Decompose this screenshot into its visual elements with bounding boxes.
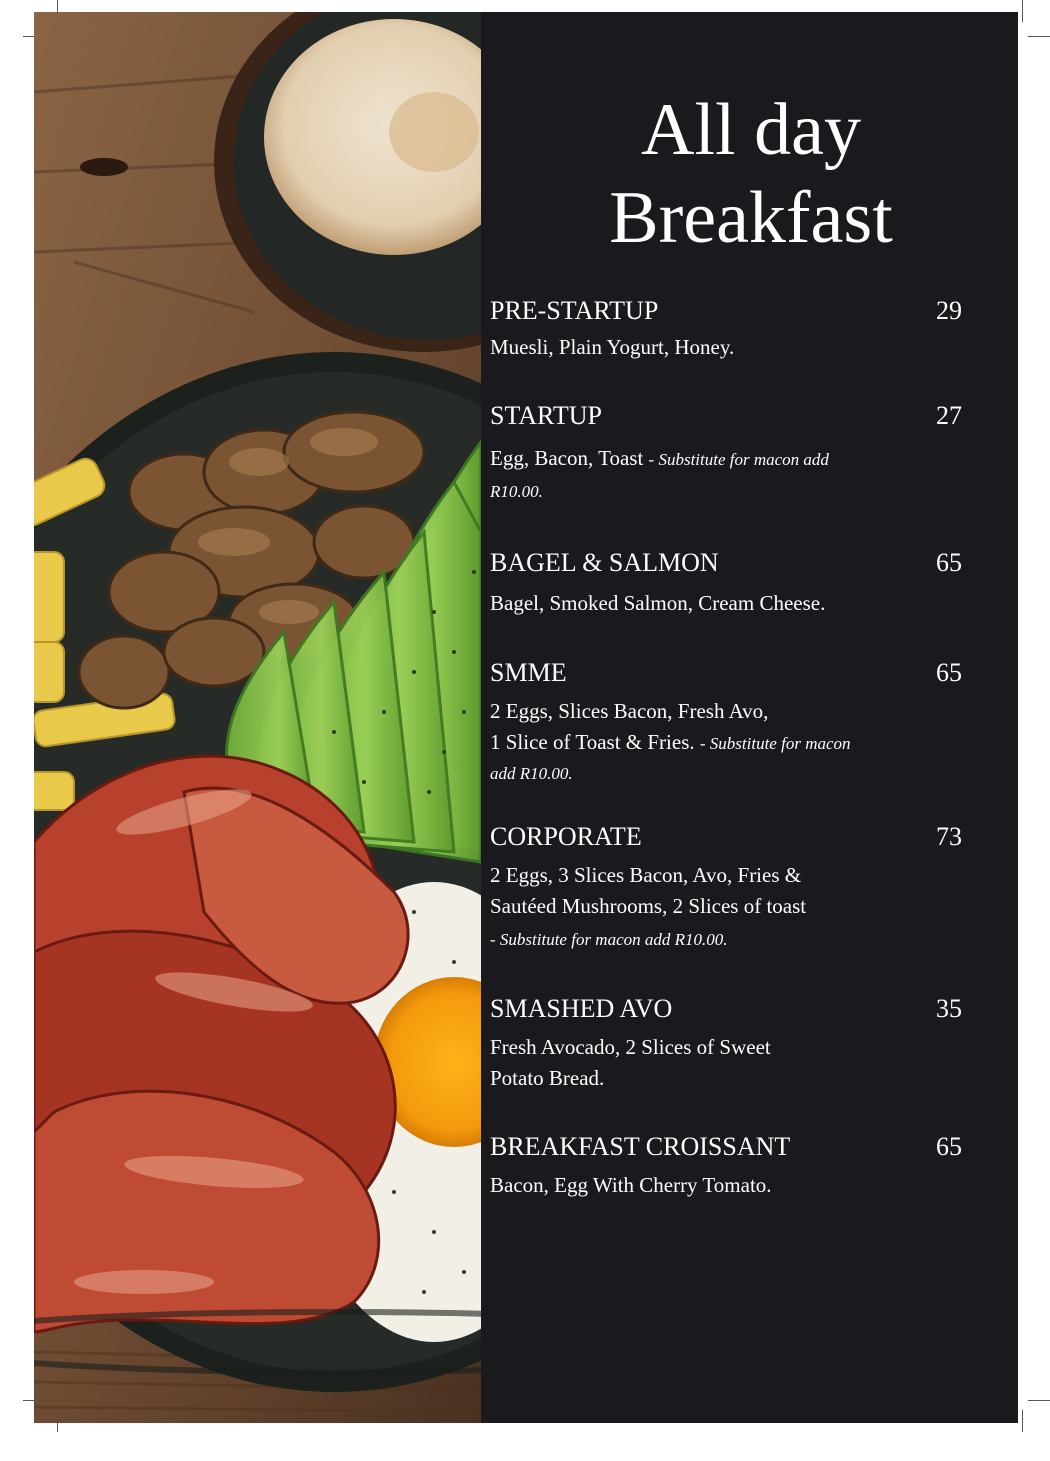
menu-title-line: Breakfast (609, 177, 893, 259)
description-line: Bagel, Smoked Salmon, Cream Cheese. (490, 591, 826, 615)
item-price: 65 (936, 1132, 962, 1161)
menu-panel (481, 12, 1018, 1423)
item-name: STARTUP (490, 401, 602, 430)
item-name: BAGEL & SALMON (490, 548, 719, 577)
breakfast-photo (34, 12, 481, 1423)
substitution-note: add R10.00. (490, 764, 573, 783)
item-price: 73 (936, 822, 962, 851)
description-line: 2 Eggs, Slices Bacon, Fresh Avo, (490, 699, 769, 723)
substitution-note: R10.00. (490, 482, 543, 501)
crop-mark (1028, 1400, 1050, 1401)
description-line: Bacon, Egg With Cherry Tomato. (490, 1173, 772, 1197)
item-price: 35 (936, 994, 962, 1023)
item-description (490, 860, 910, 958)
item-description (490, 1170, 910, 1201)
item-description (490, 588, 910, 619)
item-description (490, 443, 910, 509)
crop-mark (1022, 1410, 1023, 1432)
substitution-note: - Substitute for macon add (648, 450, 829, 469)
description-line: Fresh Avocado, 2 Slices of Sweet (490, 1035, 771, 1059)
substitution-note: - Substitute for macon add R10.00. (490, 930, 728, 949)
description-line: Muesli, Plain Yogurt, Honey. (490, 335, 735, 359)
item-name: BREAKFAST CROISSANT (490, 1132, 791, 1161)
item-price: 27 (936, 401, 962, 430)
item-name: PRE-STARTUP (490, 296, 659, 325)
item-price: 65 (936, 658, 962, 687)
menu-title (481, 86, 1021, 262)
description-line: Sautéed Mushrooms, 2 Slices of toast (490, 894, 807, 918)
item-name: SMME (490, 658, 567, 687)
crop-mark (1022, 0, 1023, 22)
item-price: 29 (936, 296, 962, 325)
item-name: CORPORATE (490, 822, 642, 851)
description-line: Potato Bread. (490, 1066, 605, 1090)
crop-mark (1028, 36, 1050, 37)
item-description (490, 696, 910, 789)
item-name: SMASHED AVO (490, 994, 673, 1023)
description-line: 2 Eggs, 3 Slices Bacon, Avo, Fries & (490, 863, 802, 887)
item-price: 65 (936, 548, 962, 577)
substitution-note: - Substitute for macon (699, 734, 851, 753)
item-description (490, 332, 910, 363)
menu-title-line: All day (641, 89, 861, 171)
description-line: Egg, Bacon, Toast (490, 446, 644, 470)
description-line: 1 Slice of Toast & Fries. (490, 730, 695, 754)
item-description (490, 1032, 910, 1094)
